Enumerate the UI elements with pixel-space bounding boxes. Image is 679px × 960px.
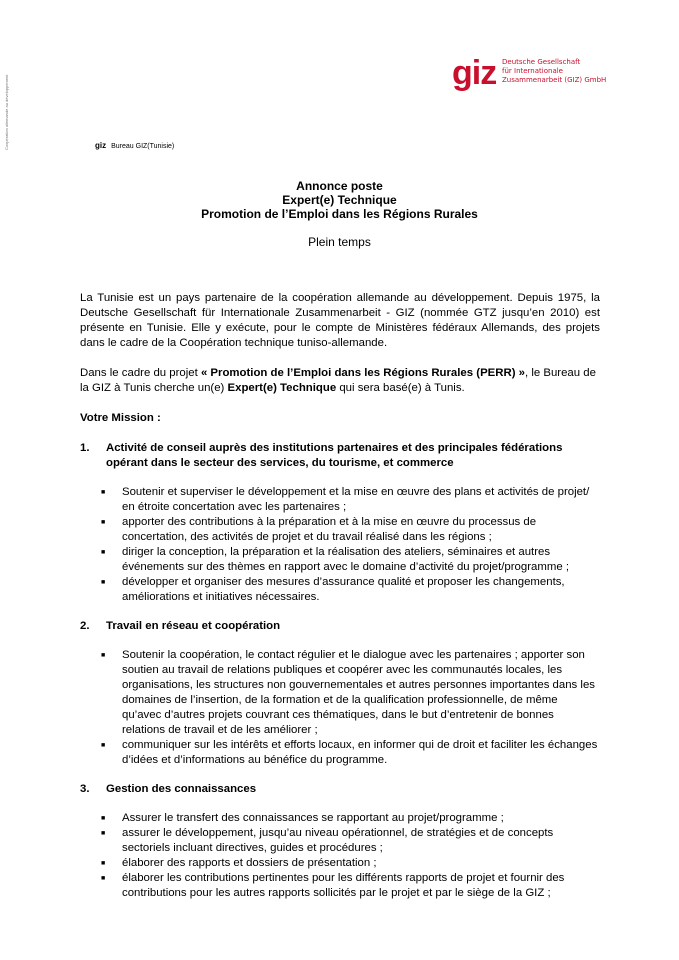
bullet-item xyxy=(101,575,600,605)
svg-text:giz: giz xyxy=(452,54,497,92)
bullet-item xyxy=(101,738,600,768)
bullet-list xyxy=(80,485,600,605)
section-title: Gestion des connaissances xyxy=(106,783,257,795)
bullet-square-icon: ■ xyxy=(101,875,106,882)
bullet-item xyxy=(101,545,600,575)
bullet-square-icon: ■ xyxy=(101,579,106,586)
job-title-block xyxy=(0,179,679,249)
context-role: Expert(e) Technique xyxy=(227,382,337,394)
bullet-text: Assurer le transfert des connaissances se rapportant au projet/programme ; xyxy=(122,812,504,824)
bullet-list xyxy=(80,811,600,901)
mission-section xyxy=(80,619,600,768)
logo-company-name xyxy=(502,58,607,85)
bullet-item xyxy=(101,856,600,871)
context-paragraph xyxy=(80,366,600,396)
giz-wordmark-logo xyxy=(452,54,500,94)
bullet-text: diriger la conception, la préparation et la réalisation des ateliers, séminaires et autres événements sur des thèmes en rapport avec le domaine d’activité du projet/programme ; xyxy=(122,546,569,573)
section-number: 1. xyxy=(80,442,90,454)
logo-line-3: Zusammenarbeit (GIZ) GmbH xyxy=(502,76,607,84)
bullet-list xyxy=(80,648,600,768)
section-heading xyxy=(80,619,600,634)
mission-sections xyxy=(80,441,600,901)
bullet-text: communiquer sur les intérêts et efforts locaux, en informer qui de droit et faciliter les échanges d’idées et d’informations au bénéfice du programme. xyxy=(122,739,598,766)
bullet-item xyxy=(101,515,600,545)
section-number: 3. xyxy=(80,783,90,795)
bullet-text: élaborer des rapports et dossiers de présentation ; xyxy=(122,857,377,869)
context-text-1: Dans le cadre du projet xyxy=(80,367,201,379)
mission-section xyxy=(80,441,600,605)
bullet-square-icon: ■ xyxy=(101,652,106,659)
bullet-square-icon: ■ xyxy=(101,489,106,496)
title-role: Expert(e) Technique xyxy=(282,193,397,207)
section-number: 2. xyxy=(80,620,90,632)
context-text-2: , le Bureau de la GIZ à Tunis cherche un(e) xyxy=(80,367,596,394)
giz-logo xyxy=(452,54,607,94)
title-schedule: Plein temps xyxy=(308,235,371,249)
intro-paragraph: La Tunisie est un pays partenaire de la coopération allemande au développement. Depuis 1975, la Deutsche Gesellschaft für Internationale Zusammenarbeit - GIZ (nommée GTZ jusqu’en 2010) est présente en Tunisie. Elle y exécute, pour le compte de Ministères fédéraux Allemands, des projets dans le cadre de la Coopération technique tuniso-allemande. xyxy=(80,292,600,349)
section-heading xyxy=(80,441,600,471)
bullet-square-icon: ■ xyxy=(101,860,106,867)
bullet-text: élaborer les contributions pertinentes pour les différents rapports de projet et fournir des contributions pour les autres rapports sollicités par le projet et par le siège de la GIZ ; xyxy=(122,872,565,899)
bullet-text: apporter des contributions à la préparation et à la mise en œuvre du processus de concertation, des activités de projet et du travail réalisé dans les régions ; xyxy=(122,516,537,543)
section-heading xyxy=(80,782,600,797)
bullet-item xyxy=(101,826,600,856)
bullet-square-icon: ■ xyxy=(101,549,106,556)
bullet-text: développer et organiser des mesures d’assurance qualité et proposer les changements, améliorations et initiatives nécessaires. xyxy=(122,576,565,603)
section-title: Travail en réseau et coopération xyxy=(106,620,281,632)
bureau-giz-mark: giz xyxy=(95,141,107,150)
context-text-3: qui sera basé(e) à Tunis. xyxy=(336,382,465,394)
context-project: « Promotion de l’Emploi dans les Régions Rurales (PERR) » xyxy=(200,367,526,379)
bullet-square-icon: ■ xyxy=(101,815,106,822)
bullet-item xyxy=(101,648,600,738)
side-note: Coopération allemande au développement xyxy=(4,74,9,150)
bullet-text: Soutenir la coopération, le contact régulier et le dialogue avec les partenaires ; apporter son soutien au travail de relations publiques et coopérer avec les communautés locales, les organisations, les structures non gouvernementales et autres personnes importantes dans les domaines de l’insertion, de la formation et de la qualification professionnelle, de même qu’avec d’autres projets couvrant ces thématiques, dans le but d’entretenir de bonnes relations de travail et de les améliorer ; xyxy=(122,649,595,736)
bullet-square-icon: ■ xyxy=(101,742,106,749)
logo-line-1: Deutsche Gesellschaft xyxy=(502,58,581,66)
bullet-square-icon: ■ xyxy=(101,830,106,837)
bullet-item xyxy=(101,871,600,901)
document-body xyxy=(80,291,600,915)
bullet-text: assurer le développement, jusqu’au niveau opérationnel, de stratégies et de concepts sectoriels incluant directives, guides et procédures ; xyxy=(122,827,554,854)
bullet-item xyxy=(101,485,600,515)
bureau-label xyxy=(95,141,174,150)
title-project: Promotion de l’Emploi dans les Régions Rurales xyxy=(201,207,478,221)
bullet-text: Soutenir et superviser le développement et la mise en œuvre des plans et activités de projet/ en étroite concertation avec les partenaires ; xyxy=(122,486,590,513)
mission-heading: Votre Mission : xyxy=(80,412,161,424)
mission-section xyxy=(80,782,600,901)
section-title: Activité de conseil auprès des institutions partenaires et des principales fédérations opérant dans le secteur des services, du tourisme, et commerce xyxy=(106,442,563,469)
logo-line-2: für Internationale xyxy=(502,67,563,75)
bullet-item xyxy=(101,811,600,826)
bullet-square-icon: ■ xyxy=(101,519,106,526)
title-annonce: Annonce poste xyxy=(296,179,383,193)
bureau-text: Bureau GIZ(Tunisie) xyxy=(111,143,175,150)
